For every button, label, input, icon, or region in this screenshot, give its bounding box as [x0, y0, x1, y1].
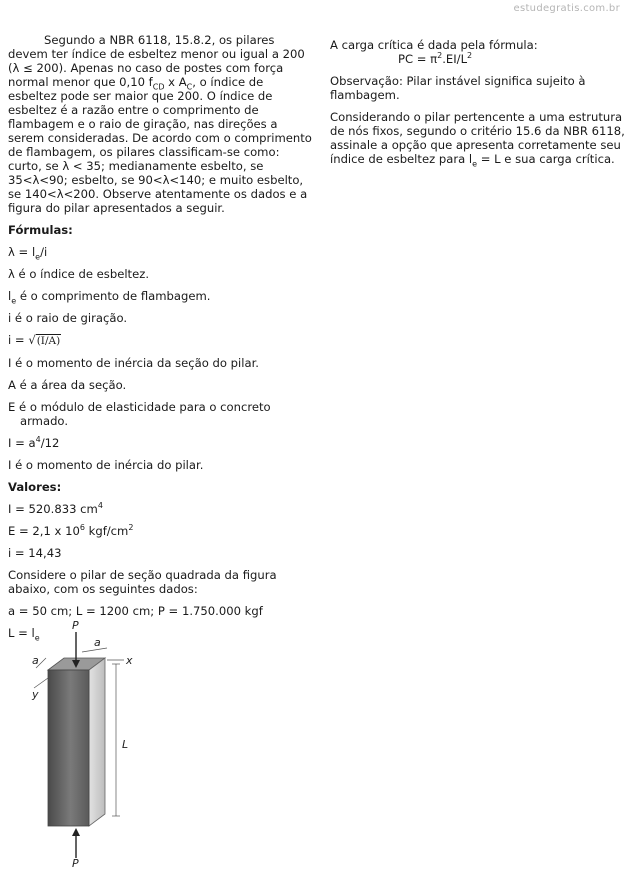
value-gyration: i = 14,43: [8, 546, 62, 560]
question-paragraph: Considerando o pilar pertencente a uma estrutura de nós fixos, segundo o critério 15.6 da NBR 6118, assinale a opção que apresenta corretamente seu índice de esbeltez para $l_e = L$ e sua carga crítica.: [330, 110, 625, 169]
label-p-bottom: P: [72, 857, 79, 868]
desc-buckling-length: $l_e$ é o comprimento de flambagem.: [8, 289, 211, 306]
desc-area: A é a área da seção.: [8, 378, 127, 392]
value-elasticity: E = 2,1 x $10^6$ kgf/$cm^2$: [8, 523, 134, 538]
formulas-heading: Fórmulas:: [8, 223, 73, 237]
axis-y-line: [34, 678, 48, 688]
formula-slenderness: $\lambda = l_e/i$: [8, 245, 48, 262]
values-heading: Valores:: [8, 480, 62, 494]
sqrt-icon: √: [28, 333, 36, 347]
critical-load-intro: A carga crítica é dada pela fórmula:: [330, 38, 538, 52]
label-a-left: a: [32, 654, 39, 667]
formula-inertia: $I = a^4/12$: [8, 435, 60, 450]
left-column: [8, 33, 314, 648]
critical-load-formula: PC = $\pi^2.EI/L^2$: [398, 51, 473, 66]
value-inertia: I = 520.833 $cm^4$: [8, 501, 103, 516]
pillar-front-face: [48, 670, 89, 826]
pillar-figure: [28, 618, 188, 871]
label-a-top: a: [94, 636, 101, 649]
desc-inertia-pillar: I é o momento de inércia do pilar.: [8, 458, 204, 472]
label-x: x: [126, 654, 133, 667]
arrow-head-bottom-icon: [72, 828, 80, 836]
label-p-top: P: [72, 619, 79, 632]
observation-paragraph: Observação: Pilar instável significa sujeito à flambagem.: [330, 74, 586, 102]
desc-gyration-radius: i é o raio de giração.: [8, 311, 128, 325]
consider-paragraph: Considere o pilar de seção quadrada da figura abaixo, com os seguintes dados:: [8, 568, 277, 596]
formula-gyration-radius: i = √(I/A): [8, 333, 61, 347]
length-relation: $L = l_e$: [8, 626, 40, 643]
pillar-side-face: [89, 658, 105, 826]
site-watermark: estudegratis.com.br: [513, 3, 620, 14]
pillar-diagram: [28, 618, 188, 868]
desc-elasticity: E é o módulo de elasticidade para o concreto armado.: [8, 400, 271, 428]
right-column: [330, 38, 626, 174]
label-y: y: [32, 688, 39, 701]
label-length: L: [122, 738, 129, 751]
desc-inertia-section: I é o momento de inércia da seção do pilar.: [8, 356, 259, 370]
intro-paragraph: Segundo a NBR 6118, 15.8.2, os pilares devem ter índice de esbeltez menor ou igual a 200 (λ ≤ 200). Apenas no caso de postes com força normal menor que 0,10 $f_{CD}$ x $A_C$, o índice de esbeltez pode ser maior que 200. O índice de esbeltez é a razão entre o comprimento de flambagem e o raio de giração, nas direções a serem consideradas. De acordo com o comprimento de flambagem, os pilares classificam-se como: curto, se λ < 35; medianamente esbelto, se 35<λ<90; esbelto, se 90<λ<140; e muito esbelto, se 140<λ<200. Observe atentamente os dados e a figura do pilar apresentados a seguir.: [8, 33, 312, 215]
data-line: a = 50 cm; L = 1200 cm; P = 1.750.000 kgf: [8, 604, 263, 618]
desc-slenderness: λ é o índice de esbeltez.: [8, 267, 149, 281]
